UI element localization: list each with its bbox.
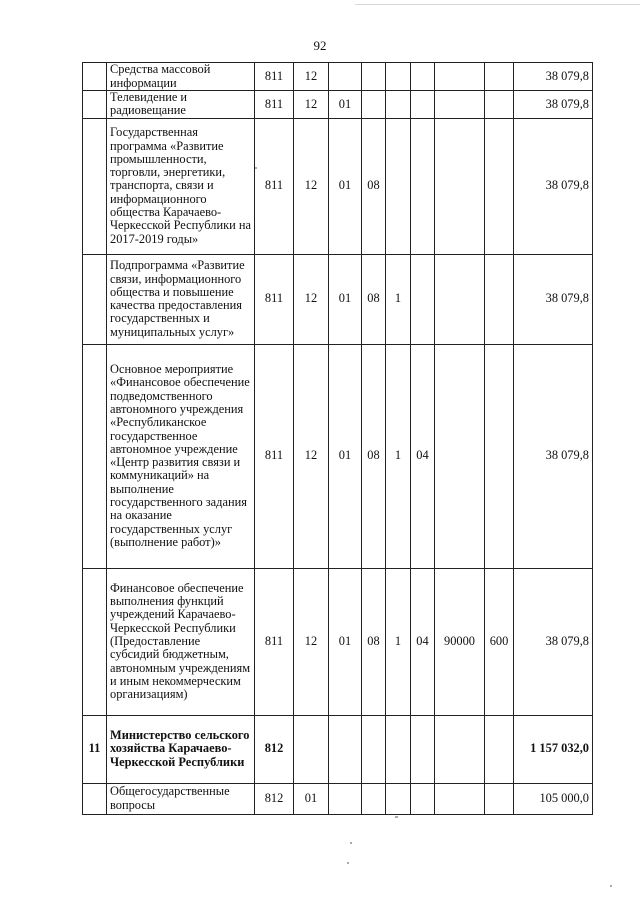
target-code-part3-cell: 04 [411,568,435,715]
row-name-cell: Общегосударственные вопросы [107,783,255,814]
ved-code-cell: 812 [255,783,294,814]
row-name-cell: Телевидение и радиовещание [107,91,255,119]
amount-cell: 38 079,8 [514,91,593,119]
target-code-part1-cell [362,63,386,91]
subsection-code-cell: 01 [329,118,362,254]
subsection-code-cell: 01 [329,344,362,568]
table-row [83,254,593,344]
target-code-part4-cell [435,783,485,814]
target-code-part3-cell: 04 [411,344,435,568]
ved-code-cell: 812 [255,715,294,783]
expense-type-cell [485,63,514,91]
section-code-cell: 12 [294,344,329,568]
amount-cell: 38 079,8 [514,568,593,715]
subsection-code-cell [329,715,362,783]
row-number-cell [83,568,107,715]
table-row [83,568,593,715]
target-code-part1-cell [362,91,386,119]
target-code-part1-cell: 08 [362,344,386,568]
amount-cell: 38 079,8 [514,118,593,254]
expense-type-cell [485,783,514,814]
ved-code-cell: 811 [255,568,294,715]
section-code-cell: 12 [294,63,329,91]
page-number: 92 [313,38,327,53]
target-code-part1-cell: 08 [362,568,386,715]
target-code-part2-cell: 1 [386,254,411,344]
table-row [83,63,593,91]
expense-type-cell [485,91,514,119]
table-row [83,91,593,119]
ved-code-cell: 811 [255,91,294,119]
row-number-cell: 11 [83,715,107,783]
section-code-cell: 12 [294,91,329,119]
subsection-code-cell: 01 [329,91,362,119]
section-code-cell: 12 [294,118,329,254]
row-name-cell: Государственная программа «Развитие промышленности, торговли, энергетики, транспорта, связи и информационного общества Карачаево-Черкесской Республики на 2017-2019 годы» [107,118,255,254]
amount-cell: 38 079,8 [514,63,593,91]
expense-type-cell [485,118,514,254]
row-name-cell: Средства массовой информации [107,63,255,91]
row-number-cell [83,91,107,119]
target-code-part2-cell: 1 [386,568,411,715]
target-code-part3-cell [411,118,435,254]
row-number-cell [83,63,107,91]
subsection-code-cell: 01 [329,254,362,344]
amount-cell: 38 079,8 [514,344,593,568]
scan-speck [255,167,257,169]
expense-type-cell [485,254,514,344]
ved-code-cell: 811 [255,344,294,568]
target-code-part3-cell [411,63,435,91]
expense-type-cell: 600 [485,568,514,715]
amount-cell: 1 157 032,0 [514,715,593,783]
row-number-cell [83,118,107,254]
target-code-part3-cell [411,254,435,344]
target-code-part3-cell [411,91,435,119]
target-code-part4-cell [435,118,485,254]
subsection-code-cell: 01 [329,568,362,715]
subsection-code-cell [329,63,362,91]
target-code-part2-cell [386,783,411,814]
table-row [83,715,593,783]
ved-code-cell: 811 [255,118,294,254]
expense-type-cell [485,715,514,783]
target-code-part1-cell [362,783,386,814]
target-code-part4-cell [435,91,485,119]
target-code-part2-cell [386,118,411,254]
target-code-part4-cell [435,715,485,783]
table-row [83,344,593,568]
budget-table [82,62,593,815]
target-code-part1-cell: 08 [362,118,386,254]
target-code-part2-cell [386,91,411,119]
expense-type-cell [485,344,514,568]
section-code-cell: 12 [294,254,329,344]
amount-cell: 38 079,8 [514,254,593,344]
row-number-cell [83,344,107,568]
table-row [83,118,593,254]
target-code-part4-cell [435,344,485,568]
section-code-cell: 12 [294,568,329,715]
ved-code-cell: 811 [255,63,294,91]
row-name-cell: Основное мероприятие «Финансовое обеспечение подведомственного автономного учреждения «Республиканское государственное автономное учреждение «Центр развития связи и коммуникаций» на выполнение государственного задания на оказание государственных услуг (выполнение работ)» [107,344,255,568]
target-code-part2-cell: 1 [386,344,411,568]
top-edge-line [355,4,640,5]
section-code-cell [294,715,329,783]
target-code-part2-cell [386,63,411,91]
row-name-cell: Подпрограмма «Развитие связи, информационного общества и повышение качества предоставления государственных и муниципальных услуг» [107,254,255,344]
scan-speck [395,816,398,818]
row-number-cell [83,254,107,344]
target-code-part3-cell [411,715,435,783]
table-row [83,783,593,814]
scan-speck [610,885,612,887]
target-code-part3-cell [411,783,435,814]
scan-speck [347,862,349,864]
ved-code-cell: 811 [255,254,294,344]
target-code-part1-cell: 08 [362,254,386,344]
row-name-cell: Финансовое обеспечение выполнения функций учреждений Карачаево-Черкесской Республики (Предоставление субсидий бюджетным, автономным учреждениям и иным некоммерческим организациям) [107,568,255,715]
target-code-part4-cell [435,63,485,91]
target-code-part1-cell [362,715,386,783]
target-code-part2-cell [386,715,411,783]
target-code-part4-cell: 90000 [435,568,485,715]
row-number-cell [83,783,107,814]
subsection-code-cell [329,783,362,814]
target-code-part4-cell [435,254,485,344]
amount-cell: 105 000,0 [514,783,593,814]
section-code-cell: 01 [294,783,329,814]
row-name-cell: Министерство сельского хозяйства Карачаево-Черкесской Республики [107,715,255,783]
scan-speck [350,842,352,844]
